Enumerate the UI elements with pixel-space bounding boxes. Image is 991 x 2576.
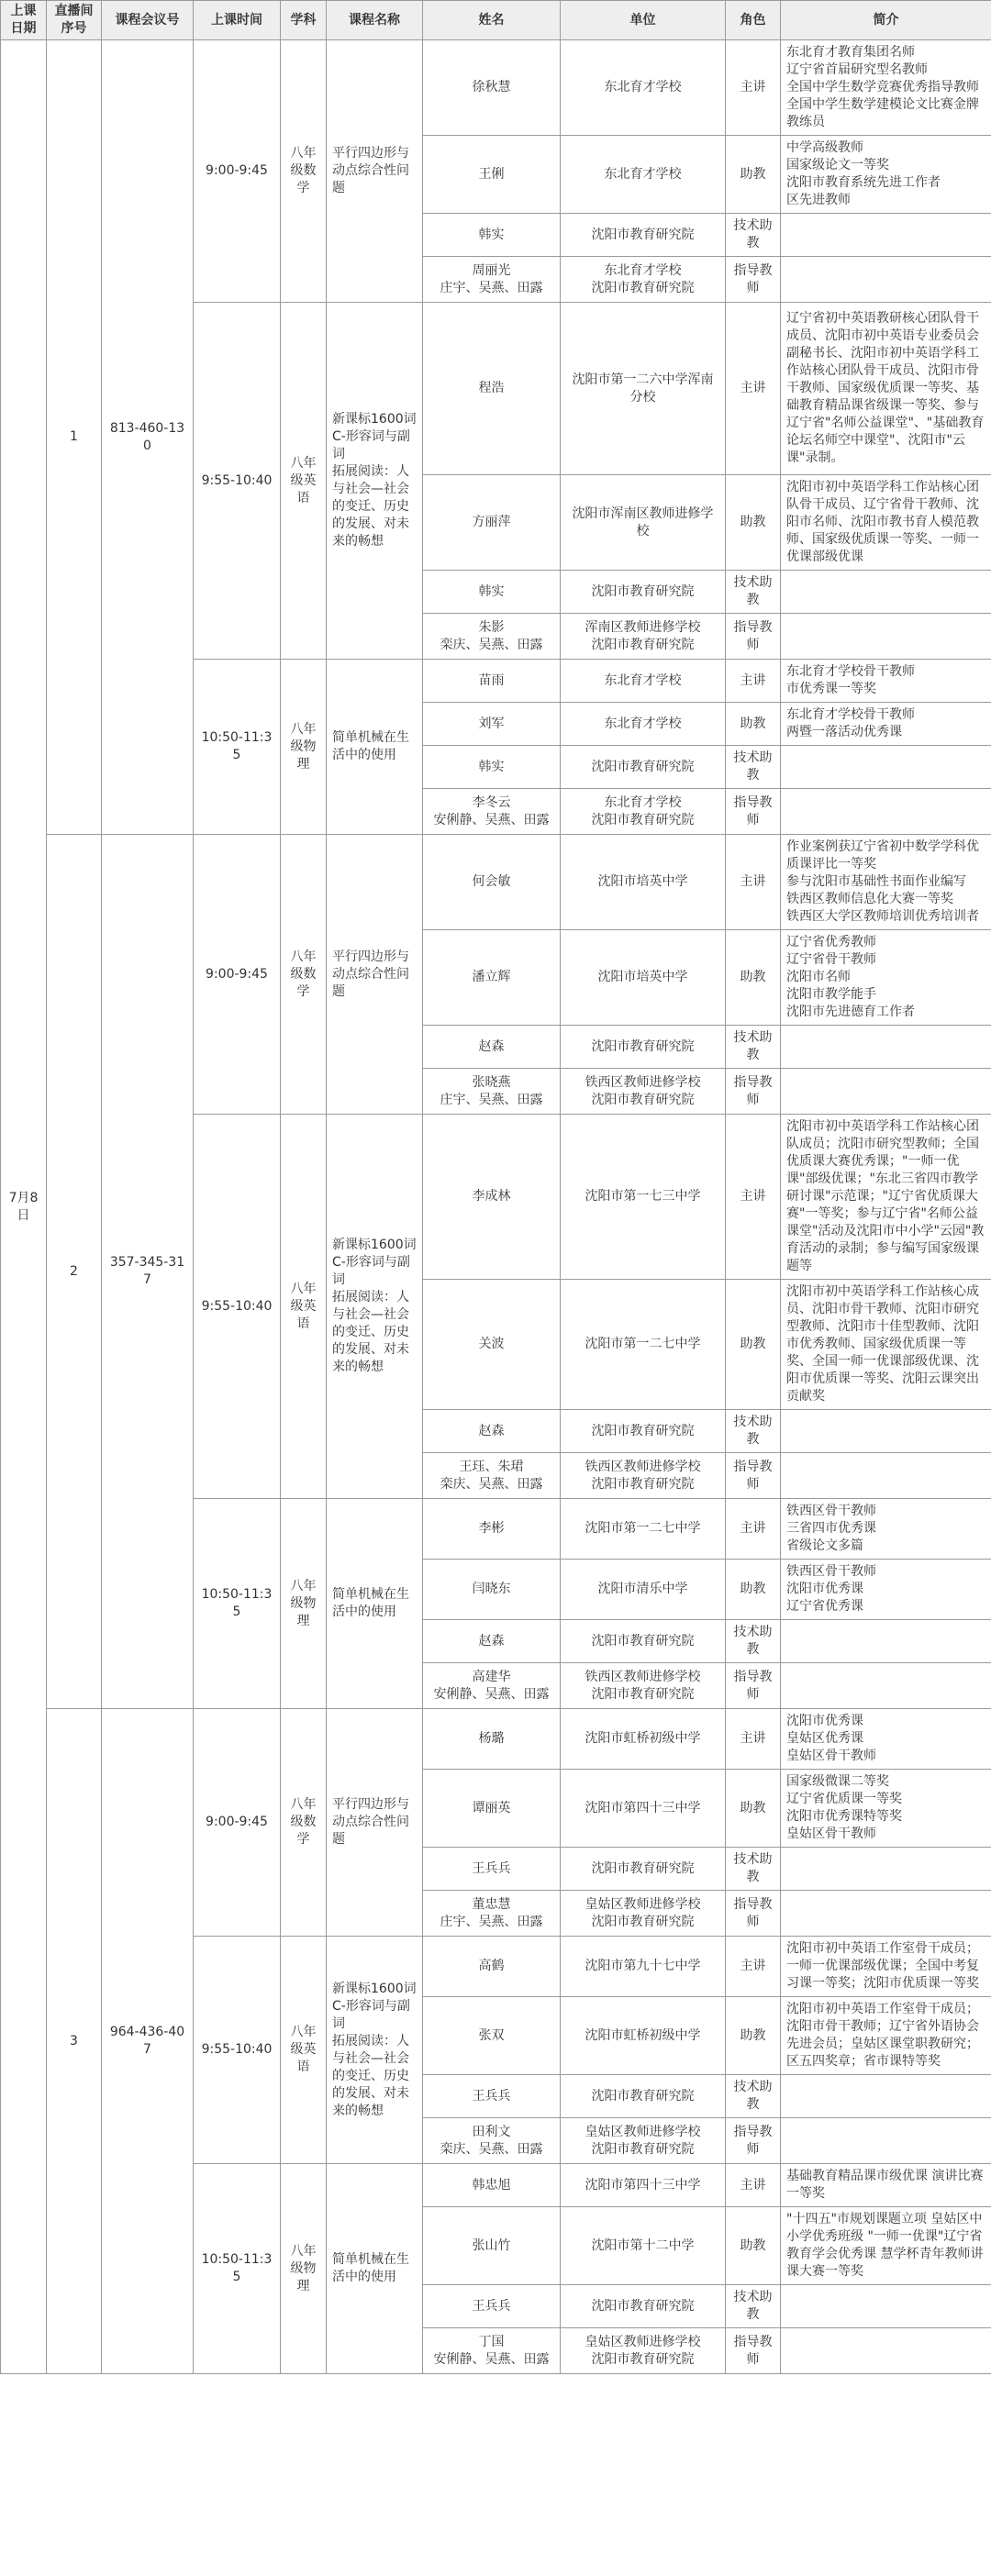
role-cell: 技术助教 <box>726 746 781 789</box>
unit-cell: 沈阳市教育研究院 <box>561 214 726 257</box>
header-unit: 单位 <box>561 1 726 40</box>
intro-cell <box>781 1620 991 1663</box>
role-cell: 指导教师 <box>726 257 781 303</box>
intro-cell: 沈阳市优秀课 皇姑区优秀课 皇姑区骨干教师 <box>781 1709 991 1770</box>
intro-cell: 作业案例获辽宁省初中数学学科优质课评比一等奖 参与沈阳市基础性书面作业编写 铁西区教师信息化大赛一等奖 铁西区大学区教师培训优秀培训者 <box>781 835 991 930</box>
role-cell: 主讲 <box>726 1115 781 1280</box>
role-cell: 助教 <box>726 2207 781 2285</box>
unit-cell: 沈阳市清乐中学 <box>561 1560 726 1620</box>
role-cell: 主讲 <box>726 1937 781 1997</box>
name-cell: 赵森 <box>423 1026 561 1069</box>
role-cell: 指导教师 <box>726 789 781 835</box>
meeting-id-cell: 813-460-130 <box>102 40 194 835</box>
course-cell: 平行四边形与动点综合性问题 <box>327 40 423 303</box>
header-time: 上课时间 <box>194 1 281 40</box>
name-cell: 何会敏 <box>423 835 561 930</box>
unit-cell: 沈阳市第一二七中学 <box>561 1280 726 1410</box>
room-seq-cell: 1 <box>47 40 102 835</box>
intro-cell <box>781 571 991 614</box>
unit-cell: 沈阳市教育研究院 <box>561 1848 726 1891</box>
subject-cell: 八年级数学 <box>281 40 327 303</box>
unit-cell: 浑南区教师进修学校 沈阳市教育研究院 <box>561 614 726 660</box>
unit-cell: 沈阳市教育研究院 <box>561 2285 726 2328</box>
name-cell: 杨璐 <box>423 1709 561 1770</box>
unit-cell: 沈阳市教育研究院 <box>561 2075 726 2118</box>
role-cell: 助教 <box>726 136 781 214</box>
intro-cell <box>781 2075 991 2118</box>
name-cell: 闫晓东 <box>423 1560 561 1620</box>
role-cell: 助教 <box>726 1997 781 2075</box>
role-cell: 指导教师 <box>726 2328 781 2374</box>
unit-cell: 东北育才学校 沈阳市教育研究院 <box>561 789 726 835</box>
role-cell: 主讲 <box>726 2164 781 2207</box>
name-cell: 赵森 <box>423 1620 561 1663</box>
name-cell: 徐秋慧 <box>423 40 561 136</box>
unit-cell: 皇姑区教师进修学校 沈阳市教育研究院 <box>561 1891 726 1937</box>
time-cell: 9:00-9:45 <box>194 835 281 1115</box>
intro-cell <box>781 614 991 660</box>
subject-cell: 八年级数学 <box>281 835 327 1115</box>
unit-cell: 沈阳市教育研究院 <box>561 1410 726 1453</box>
intro-cell: 国家级微课二等奖 辽宁省优质课一等奖 沈阳市优秀课特等奖 皇姑区骨干教师 <box>781 1770 991 1848</box>
unit-cell: 沈阳市第一二七中学 <box>561 1499 726 1560</box>
subject-cell: 八年级英语 <box>281 1115 327 1499</box>
role-cell: 主讲 <box>726 1499 781 1560</box>
role-cell: 助教 <box>726 703 781 746</box>
role-cell: 技术助教 <box>726 214 781 257</box>
course-cell: 平行四边形与动点综合性问题 <box>327 835 423 1115</box>
table-body <box>1 40 991 2374</box>
unit-cell: 沈阳市培英中学 <box>561 835 726 930</box>
unit-cell: 东北育才学校 <box>561 703 726 746</box>
date-cell: 7月8日 <box>1 40 47 2374</box>
table-header-row <box>1 1 991 40</box>
name-cell: 周丽光 庄宇、吴燕、田露 <box>423 257 561 303</box>
course-cell: 简单机械在生活中的使用 <box>327 1499 423 1709</box>
role-cell: 技术助教 <box>726 1410 781 1453</box>
name-cell: 程浩 <box>423 303 561 475</box>
subject-cell: 八年级英语 <box>281 303 327 660</box>
name-cell: 王俐 <box>423 136 561 214</box>
name-cell: 谭丽英 <box>423 1770 561 1848</box>
header-role: 角色 <box>726 1 781 40</box>
intro-cell: 沈阳市初中英语学科工作站核心成员、沈阳市骨干教师、沈阳市研究型教师、沈阳市十佳型教师、沈阳市优秀教师、国家级优质课一等奖、全国一师一优课部级优课、沈阳市优质课一等奖、沈阳云课突出贡献奖 <box>781 1280 991 1410</box>
header-intro: 简介 <box>781 1 991 40</box>
intro-cell: 东北育才教育集团名师 辽宁省首届研究型名教师 全国中学生数学竞赛优秀指导教师 全国中学生数学建模论文比赛金牌教练员 <box>781 40 991 136</box>
course-cell: 简单机械在生活中的使用 <box>327 660 423 835</box>
unit-cell: 铁西区教师进修学校 沈阳市教育研究院 <box>561 1069 726 1115</box>
role-cell: 助教 <box>726 1770 781 1848</box>
role-cell: 指导教师 <box>726 1069 781 1115</box>
intro-cell: 基础教育精品课市级优课 演讲比赛一等奖 <box>781 2164 991 2207</box>
intro-cell: 辽宁省优秀教师 辽宁省骨干教师 沈阳市名师 沈阳市教学能手 沈阳市先进德育工作者 <box>781 930 991 1026</box>
room-seq-cell: 2 <box>47 835 102 1709</box>
intro-cell <box>781 1848 991 1891</box>
unit-cell: 沈阳市第一七三中学 <box>561 1115 726 1280</box>
unit-cell: 沈阳市教育研究院 <box>561 746 726 789</box>
unit-cell: 皇姑区教师进修学校 沈阳市教育研究院 <box>561 2118 726 2164</box>
intro-cell <box>781 1410 991 1453</box>
role-cell: 指导教师 <box>726 2118 781 2164</box>
unit-cell: 沈阳市第九十七中学 <box>561 1937 726 1997</box>
unit-cell: 沈阳市教育研究院 <box>561 1026 726 1069</box>
name-cell: 朱影 栾庆、吴燕、田露 <box>423 614 561 660</box>
role-cell: 技术助教 <box>726 571 781 614</box>
unit-cell: 皇姑区教师进修学校 沈阳市教育研究院 <box>561 2328 726 2374</box>
role-cell: 技术助教 <box>726 2285 781 2328</box>
time-cell: 9:55-10:40 <box>194 1115 281 1499</box>
unit-cell: 铁西区教师进修学校 沈阳市教育研究院 <box>561 1663 726 1709</box>
time-cell: 10:50-11:35 <box>194 2164 281 2374</box>
unit-cell: 沈阳市培英中学 <box>561 930 726 1026</box>
time-cell: 9:55-10:40 <box>194 1937 281 2164</box>
unit-cell: 沈阳市教育研究院 <box>561 571 726 614</box>
course-cell: 新课标1600词C-形容词与副词 拓展阅读：人与社会—社会的变迁、历史的发展、对未来的畅想 <box>327 303 423 660</box>
intro-cell <box>781 1891 991 1937</box>
intro-cell: 沈阳市初中英语学科工作站核心团队骨干成员、辽宁省骨干教师、沈阳市名师、沈阳市教书育人模范教师、国家级优质课一等奖、一师一优课部级优课 <box>781 475 991 571</box>
unit-cell: 东北育才学校 <box>561 660 726 703</box>
name-cell: 刘军 <box>423 703 561 746</box>
intro-cell: 铁西区骨干教师 沈阳市优秀课 辽宁省优秀课 <box>781 1560 991 1620</box>
intro-cell <box>781 746 991 789</box>
name-cell: 王兵兵 <box>423 2285 561 2328</box>
course-cell: 新课标1600词C-形容词与副词 拓展阅读：人与社会—社会的变迁、历史的发展、对未来的畅想 <box>327 1937 423 2164</box>
name-cell: 赵森 <box>423 1410 561 1453</box>
header-date: 上课日期 <box>1 1 47 40</box>
intro-cell <box>781 2285 991 2328</box>
unit-cell: 东北育才学校 沈阳市教育研究院 <box>561 257 726 303</box>
name-cell: 韩忠旭 <box>423 2164 561 2207</box>
intro-cell <box>781 2118 991 2164</box>
name-cell: 王珏、朱珺 栾庆、吴燕、田露 <box>423 1453 561 1499</box>
intro-cell <box>781 789 991 835</box>
subject-cell: 八年级物理 <box>281 660 327 835</box>
role-cell: 主讲 <box>726 835 781 930</box>
intro-cell <box>781 2328 991 2374</box>
role-cell: 技术助教 <box>726 1026 781 1069</box>
name-cell: 关波 <box>423 1280 561 1410</box>
role-cell: 技术助教 <box>726 1848 781 1891</box>
role-cell: 指导教师 <box>726 1453 781 1499</box>
name-cell: 李成林 <box>423 1115 561 1280</box>
unit-cell: 沈阳市浑南区教师进修学校 <box>561 475 726 571</box>
role-cell: 技术助教 <box>726 2075 781 2118</box>
table-row <box>1 40 991 136</box>
intro-cell: "十四五"市规划课题立项 皇姑区中小学优秀班级 "一师一优课"辽宁省教育学会优秀课 慧学杯青年教师讲课大赛一等奖 <box>781 2207 991 2285</box>
meeting-id-cell: 357-345-317 <box>102 835 194 1709</box>
table-row <box>1 835 991 930</box>
role-cell: 指导教师 <box>726 1891 781 1937</box>
role-cell: 主讲 <box>726 1709 781 1770</box>
name-cell: 张晓燕 庄宇、吴燕、田露 <box>423 1069 561 1115</box>
name-cell: 方丽萍 <box>423 475 561 571</box>
room-seq-cell: 3 <box>47 1709 102 2374</box>
unit-cell: 铁西区教师进修学校 沈阳市教育研究院 <box>561 1453 726 1499</box>
name-cell: 韩实 <box>423 571 561 614</box>
name-cell: 李彬 <box>423 1499 561 1560</box>
name-cell: 田利文 栾庆、吴燕、田露 <box>423 2118 561 2164</box>
header-name: 姓名 <box>423 1 561 40</box>
unit-cell: 东北育才学校 <box>561 40 726 136</box>
name-cell: 高建华 安俐静、吴燕、田露 <box>423 1663 561 1709</box>
name-cell: 李冬云 安俐静、吴燕、田露 <box>423 789 561 835</box>
name-cell: 高鹤 <box>423 1937 561 1997</box>
name-cell: 董忠慧 庄宇、吴燕、田露 <box>423 1891 561 1937</box>
role-cell: 助教 <box>726 1560 781 1620</box>
role-cell: 助教 <box>726 930 781 1026</box>
course-cell: 平行四边形与动点综合性问题 <box>327 1709 423 1937</box>
course-cell: 新课标1600词C-形容词与副词 拓展阅读：人与社会—社会的变迁、历史的发展、对未来的畅想 <box>327 1115 423 1499</box>
name-cell: 韩实 <box>423 746 561 789</box>
role-cell: 助教 <box>726 475 781 571</box>
time-cell: 10:50-11:35 <box>194 660 281 835</box>
name-cell: 张山竹 <box>423 2207 561 2285</box>
name-cell: 王兵兵 <box>423 1848 561 1891</box>
role-cell: 主讲 <box>726 40 781 136</box>
intro-cell: 东北育才学校骨干教师 市优秀课一等奖 <box>781 660 991 703</box>
intro-cell: 辽宁省初中英语教研核心团队骨干成员、沈阳市初中英语专业委员会副秘书长、沈阳市初中英语学科工作站核心团队骨干成员、沈阳市骨干教师、国家级优质课一等奖、基础教育精品课省级课一等奖、参与辽宁省"名师公益课堂"、"基础教育论坛名师空中课堂"、沈阳市"云课"录制。 <box>781 303 991 475</box>
subject-cell: 八年级物理 <box>281 1499 327 1709</box>
header-subject: 学科 <box>281 1 327 40</box>
header-meeting: 课程会议号 <box>102 1 194 40</box>
role-cell: 技术助教 <box>726 1620 781 1663</box>
subject-cell: 八年级英语 <box>281 1937 327 2164</box>
subject-cell: 八年级物理 <box>281 2164 327 2374</box>
table-row <box>1 1709 991 1770</box>
unit-cell: 沈阳市虹桥初级中学 <box>561 1709 726 1770</box>
intro-cell <box>781 1663 991 1709</box>
name-cell: 潘立辉 <box>423 930 561 1026</box>
unit-cell: 东北育才学校 <box>561 136 726 214</box>
time-cell: 10:50-11:35 <box>194 1499 281 1709</box>
intro-cell: 沈阳市初中英语工作室骨干成员；沈阳市骨干教师；辽宁省外语协会先进会员；皇姑区课堂职教研究；区五四奖章；省市课特等奖 <box>781 1997 991 2075</box>
intro-cell: 沈阳市初中英语工作室骨干成员；一师一优课部级优课；全国中考复习课一等奖；沈阳市优质课一等奖 <box>781 1937 991 1997</box>
header-seq: 直播间序号 <box>47 1 102 40</box>
name-cell: 丁国 安俐静、吴燕、田露 <box>423 2328 561 2374</box>
time-cell: 9:55-10:40 <box>194 303 281 660</box>
intro-cell <box>781 214 991 257</box>
intro-cell: 沈阳市初中英语学科工作站核心团队成员；沈阳市研究型教师；全国优质课大赛优秀课；"一师一优课"部级优课；"东北三省四市教学研讨课"示范课；"辽宁省优质课大赛"一等奖；参与辽宁省"名师公益课堂"活动及沈阳市中小学"云园"教育活动的录制；参与编写国家级课题等 <box>781 1115 991 1280</box>
name-cell: 张双 <box>423 1997 561 2075</box>
role-cell: 主讲 <box>726 303 781 475</box>
time-cell: 9:00-9:45 <box>194 1709 281 1937</box>
name-cell: 苗雨 <box>423 660 561 703</box>
course-cell: 简单机械在生活中的使用 <box>327 2164 423 2374</box>
role-cell: 主讲 <box>726 660 781 703</box>
intro-cell <box>781 1026 991 1069</box>
subject-cell: 八年级数学 <box>281 1709 327 1937</box>
intro-cell <box>781 257 991 303</box>
name-cell: 韩实 <box>423 214 561 257</box>
intro-cell: 中学高级教师 国家级论文一等奖 沈阳市教育系统先进工作者 区先进教师 <box>781 136 991 214</box>
unit-cell: 沈阳市第四十三中学 <box>561 2164 726 2207</box>
intro-cell <box>781 1453 991 1499</box>
role-cell: 指导教师 <box>726 1663 781 1709</box>
unit-cell: 沈阳市第十二中学 <box>561 2207 726 2285</box>
time-cell: 9:00-9:45 <box>194 40 281 303</box>
intro-cell <box>781 1069 991 1115</box>
name-cell: 王兵兵 <box>423 2075 561 2118</box>
header-course: 课程名称 <box>327 1 423 40</box>
meeting-id-cell: 964-436-407 <box>102 1709 194 2374</box>
role-cell: 助教 <box>726 1280 781 1410</box>
role-cell: 指导教师 <box>726 614 781 660</box>
intro-cell: 铁西区骨干教师 三省四市优秀课 省级论文多篇 <box>781 1499 991 1560</box>
intro-cell: 东北育才学校骨干教师 两暨一落活动优秀课 <box>781 703 991 746</box>
unit-cell: 沈阳市第一二六中学浑南分校 <box>561 303 726 475</box>
unit-cell: 沈阳市教育研究院 <box>561 1620 726 1663</box>
unit-cell: 沈阳市虹桥初级中学 <box>561 1997 726 2075</box>
unit-cell: 沈阳市第四十三中学 <box>561 1770 726 1848</box>
